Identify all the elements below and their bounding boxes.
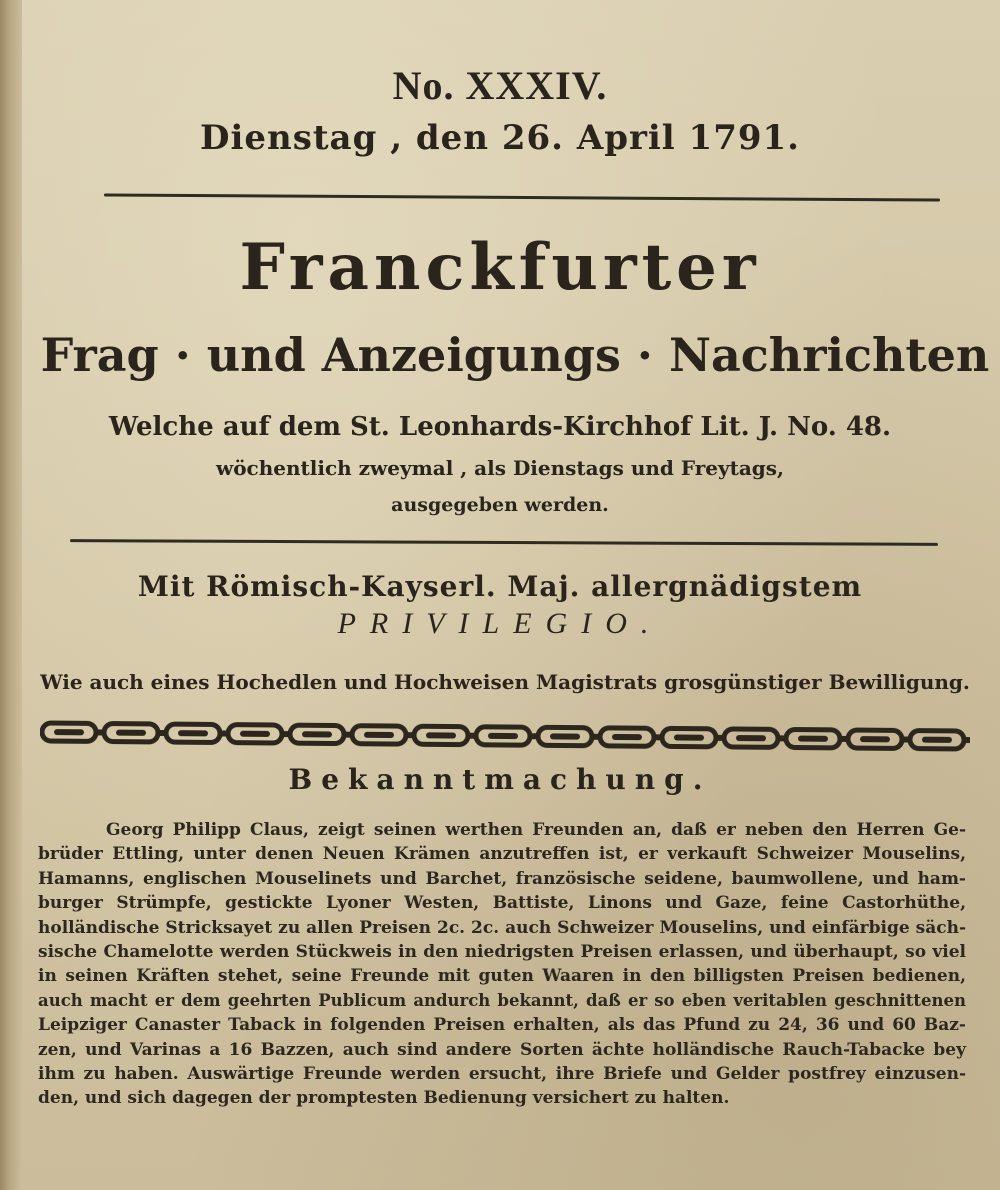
top-rule [104,193,940,201]
notice-body [38,818,966,1111]
notice-heading: Bekanntmachung. [288,763,712,796]
magistrate-approval-line: Wie auch eines Hochedlen und Hochweisen Magistrats grosgünstiger Bewilligung. [40,670,970,694]
newspaper-title-city: Franckfurter [239,230,761,305]
notice-line: zen, und Varinas a 16 Bazzen, auch sind andere Sorten ächte holländische Rauch-Tabacke bey [38,1039,966,1060]
ornamental-border [40,718,970,754]
publication-schedule: wöchentlich zweymal , als Dienstags und Freytags, [216,456,784,480]
notice-line: sische Chamelotte werden Stückweis in den niedrigsten Preisen erlassen, und überhaupt, so viel [38,942,966,963]
notice-line: in seinen Kräften stehet, seine Freunde mit guten Waaren in den billigsten Preisen bedienen, [38,966,966,987]
issue-number: No. XXXIV. [392,63,608,108]
notice-line: ihm zu haben. Auswärtige Freunde werden ersucht, ihre Briefe und Gelder postfrey einzusen- [38,1064,966,1085]
notice-line: auch macht er dem geehrten Publicum andurch bekannt, daß er so eben veritablen geschnittenen [38,990,966,1010]
privilegio-word: PRIVILEGIO. [337,607,663,640]
notice-line: burger Strümpfe, gestickte Lyoner Westen, Battiste, Linons und Gaze, feine Castorhüthe, [38,893,966,914]
publication-note: ausgegeben werden. [391,494,609,516]
notice-line: Hamanns, englischen Mouselinets und Barchet, französische seidene, baumwollene, und ham- [38,868,966,889]
notice-line: brüder Ettling, unter denen Neuen Krämen anzutreffen ist, er verkauft Schweizer Mouselins, [38,844,966,865]
publisher-address: Welche auf dem St. Leonhards-Kirchhof Lit. J. No. 48. [108,412,892,442]
newspaper-title-main: Frag · und Anzeigungs · Nachrichten [40,328,990,382]
notice-line: Leipziger Canaster Taback in folgenden Preisen erhalten, als das Pfund zu 24, 36 und 60 Baz- [38,1015,966,1036]
issue-date: Dienstag , den 26. April 1791. [199,118,801,158]
notice-line: Georg Philipp Claus, zeigt seinen werthen Freunden an, daß er neben den Herren Ge- [106,820,966,840]
imperial-privilege-line: Mit Römisch-Kayserl. Maj. allergnädigstem [137,570,863,603]
notice-line: den, und sich dagegen der promptesten Bedienung versichert zu halten. [38,1088,730,1109]
middle-rule [70,539,938,546]
notice-line: holländische Stricksayet zu allen Preisen 2c. 2c. auch Schweizer Mouselins, und einfärbige säch- [38,917,966,938]
